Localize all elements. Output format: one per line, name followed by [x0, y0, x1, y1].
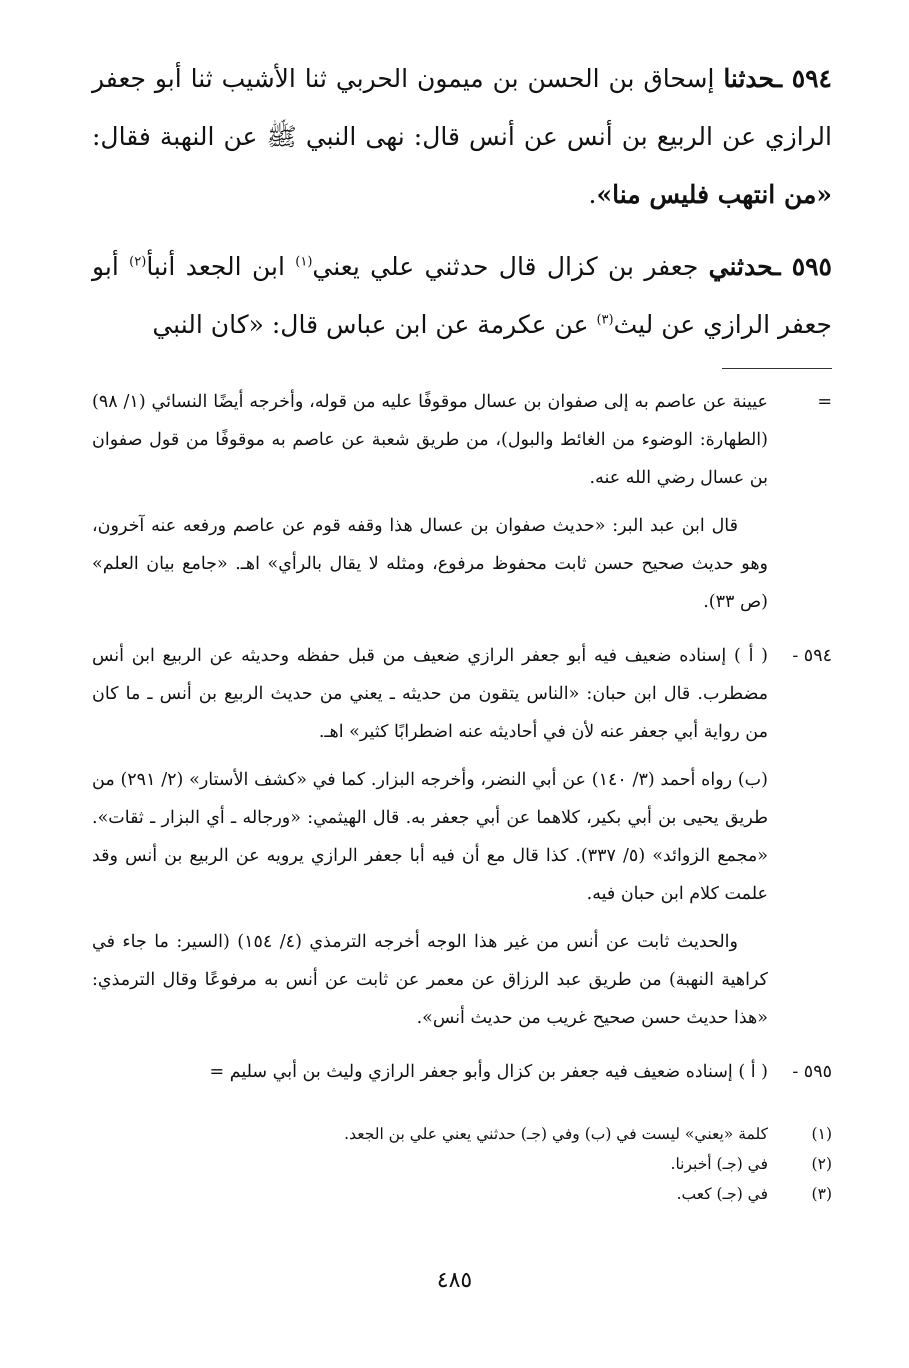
hadith-594-end: . [588, 180, 597, 209]
footnote-3-marker: (٣) [811, 1185, 832, 1203]
main-text [92, 50, 832, 354]
footnote-1-marker: (١) [811, 1125, 832, 1143]
note-594-marker: ٥٩٤ - [792, 646, 832, 666]
hadith-595-number: ٥٩٥ ـ [773, 252, 832, 281]
notes-divider [722, 368, 832, 369]
note-595-marker: ٥٩٥ - [792, 1062, 832, 1082]
hadith-594-keyword: حدثنا [723, 64, 775, 93]
note-595-p1: ( أ ) إسناده ضعيف فيه جعفر بن كزال وأبو جعفر الرازي وليث بن أبي سليم = [209, 1062, 768, 1082]
note-continuation-p1: عيينة عن عاصم به إلى صفوان بن عسال موقوفًا عليه من قوله، وأخرجه أيضًا النسائي (١/ ٩٨) (الطهارة: الوضوء من الغائط والبول)، من طريق شعبة عن عاصم به موقوفًا من قول صفوان بن عسال رضي الله عنه. [92, 392, 768, 488]
footnote-3 [92, 1179, 832, 1209]
hadith-595-text-c: أبو جعفر الرازي عن ليث [92, 252, 832, 339]
footnote-2-marker: (٢) [811, 1155, 832, 1173]
hadith-594-text: إسحاق بن الحسن بن ميمون الحربي ثنا الأشيب ثنا أبو جعفر الرازي عن الربيع بن أنس عن أنس قال: نهى النبي ﷺ عن النهبة فقال: [92, 64, 832, 151]
footnote-2 [92, 1149, 832, 1179]
hadith-594-quote: «من انتهب فليس منا» [596, 180, 832, 209]
hadith-595-keyword: حدثني [708, 252, 774, 281]
note-594-p2: (ب) رواه أحمد (٣/ ١٤٠) عن أبي النضر، وأخرجه البزار. كما في «كشف الأستار» (٢/ ٢٩١) من طريق يحيى بن أبي بكير، كلاهما عن أبي جعفر به. قال الهيثمي: «ورجاله ـ أي البزار ـ ثقات». «مجمع الزوائد» (٥/ ٣٣٧). كذا قال مع أن فيه أبا جعفر الرازي يرويه عن الربيع بن أنس وقد علمت كلام ابن حبان فيه. [92, 770, 768, 904]
footnote-1 [92, 1119, 832, 1149]
note-continuation [92, 383, 832, 631]
hadith-595 [92, 238, 832, 354]
commentary [92, 383, 832, 1101]
note-594-p3: والحديث ثابت عن أنس من غير هذا الوجه أخرجه الترمذي (٤/ ١٥٤) (السير: ما جاء في كراهية النهبة) من طريق عبد الرزاق عن معمر عن ثابت عن أنس به مرفوعًا وقال الترمذي: «هذا حديث حسن صحيح غريب من حديث أنس». [92, 932, 768, 1028]
footnote-ref-1: (١) [295, 254, 313, 270]
page-number: ٤٨٥ [436, 1268, 473, 1293]
hadith-594-number: ٥٩٤ ـ [774, 64, 832, 93]
footnote-2-text: في (جـ) أخبرنا. [670, 1155, 768, 1173]
page [92, 50, 832, 1209]
note-594 [92, 637, 832, 1047]
hadith-595-text-b: ابن الجعد أنبأ [146, 252, 296, 281]
note-594-p1: ( أ ) إسناده ضعيف فيه أبو جعفر الرازي ضعيف من قبل حفظه وحديثه عن الربيع ابن أنس مضطرب. قال ابن حبان: «الناس يتقون من حديثه ـ يعني من حديث الربيع بن أنس ـ ما كان من رواية أبي جعفر عنه لأن في أحاديثه عنه اضطرابًا كثير» اهـ. [92, 646, 768, 742]
note-595 [92, 1053, 832, 1101]
footnote-ref-2: (٢) [129, 254, 147, 270]
note-continuation-p2: قال ابن عبد البر: «حديث صفوان بن عسال هذا وقفه قوم عن عاصم ورفعه عنه آخرون، وهو حديث صحيح حسن ثابت محفوظ مرفوع، ومثله لا يقال بالرأي» اهـ. «جامع بيان العلم» (ص ٣٣). [92, 516, 768, 612]
hadith-594 [92, 50, 832, 224]
footnote-ref-3: (٣) [596, 312, 614, 328]
footnote-1-text: كلمة «يعني» ليست في (ب) وفي (جـ) حدثني يعني علي بن الجعد. [344, 1125, 768, 1143]
footnote-3-text: في (جـ) كعب. [676, 1185, 768, 1203]
hadith-595-text-a: جعفر بن كزال قال حدثني علي يعني [312, 252, 709, 281]
note-continuation-marker: = [817, 392, 832, 412]
footnotes [92, 1119, 832, 1209]
hadith-595-text-d: عن عكرمة عن ابن عباس قال: «كان النبي [152, 310, 597, 339]
